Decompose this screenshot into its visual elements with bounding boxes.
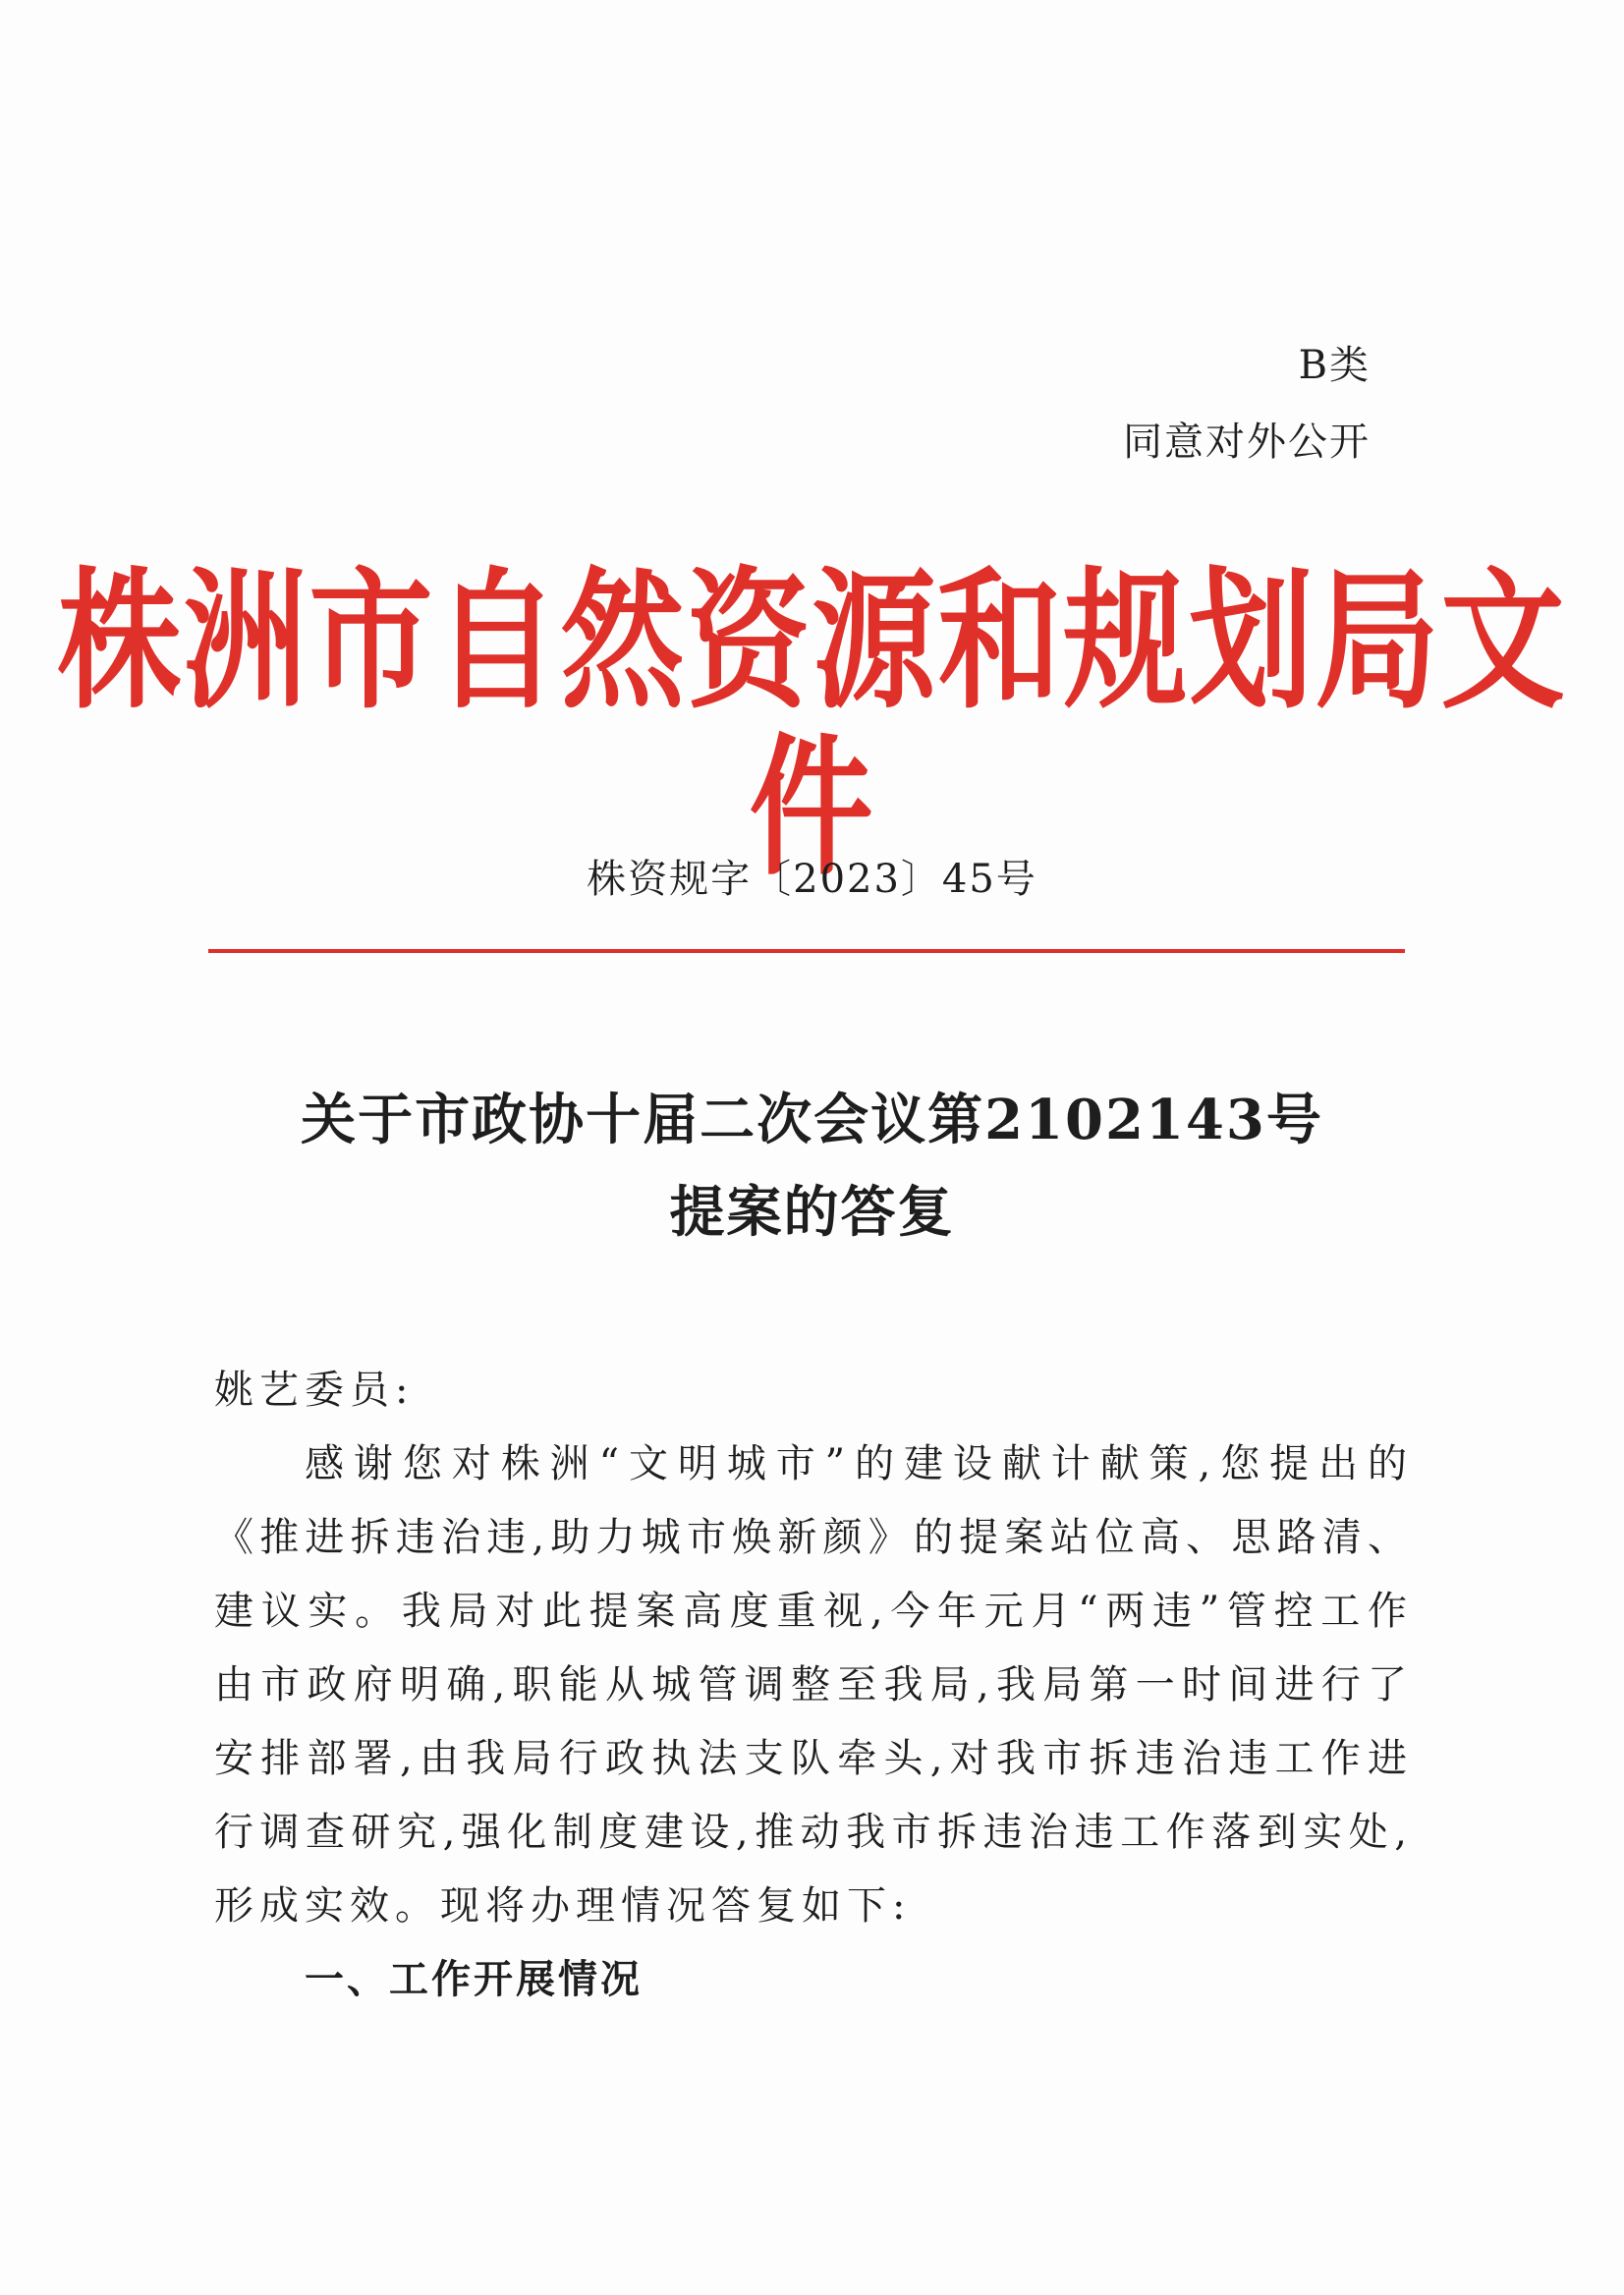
red-divider-line	[208, 949, 1405, 953]
salutation: 姚艺委员:	[214, 1368, 415, 1413]
disclosure-label: 同意对外公开	[1123, 420, 1371, 465]
document-number: 株资规字〔2023〕45号	[587, 857, 1037, 902]
document-masthead: 株洲市自然资源和规划局文件	[57, 551, 1567, 896]
section-heading: 一、工作开展情况	[305, 1957, 643, 2002]
document-title-line-1: 关于市政协十届二次会议第2102143号	[301, 1088, 1323, 1152]
document-body	[214, 1354, 1413, 2017]
classification-label: B类	[1298, 343, 1371, 388]
document-title-line-2: 提案的答复	[669, 1180, 955, 1245]
body-paragraph: 感谢您对株洲“文明城市”的建设献计献策,您提出的《推进拆违治违,助力城市焕新颜》的提案站位高、思路清、建议实。我局对此提案高度重视,今年元月“两违”管控工作由市政府明确,职能从城管调整至我局,我局第一时间进行了安排部署,由我局行政执法支队牵头,对我市拆违治违工作进行调查研究,强化制度建设,推动我市拆违治违工作落到实处,形成实效。现将办理情况答复如下:	[214, 1441, 1413, 1929]
